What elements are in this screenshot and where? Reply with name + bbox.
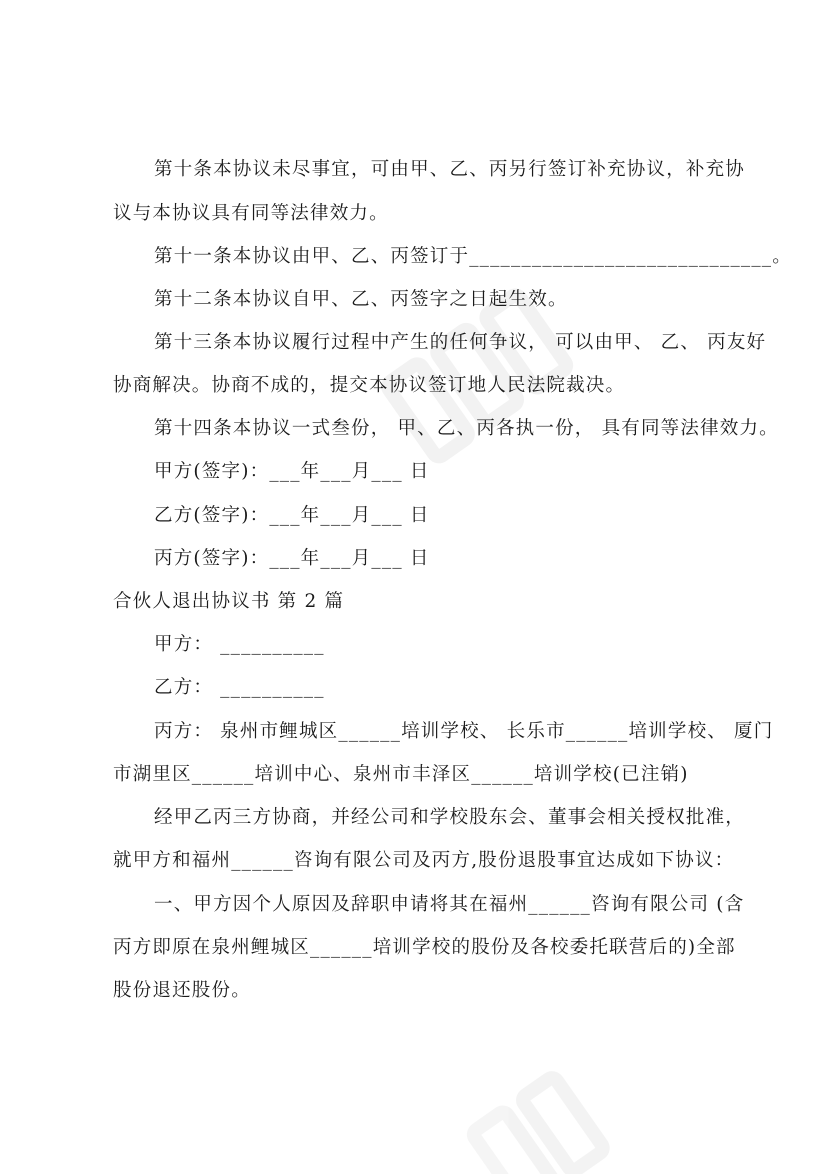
clause-1-line-3: 股份退还股份。 xyxy=(113,980,251,1001)
article-10-line-1: 第十条本协议未尽事宜，可由甲、乙、丙另行签订补充协议，补充协 xyxy=(154,159,746,180)
intro-line-2: 就甲方和福州______咨询有限公司及丙方,股份退股事宜达成如下协议： xyxy=(113,850,735,871)
clause-1-line-2: 丙方即原在泉州鲤城区______培训学校的股份及各校委托联营后的)全部 xyxy=(113,937,736,958)
party-c-line-1: 丙方： 泉州市鲤城区______培训学校、 长乐市______培训学校、 厦门 xyxy=(154,721,774,742)
intro-line-1: 经甲乙丙三方协商，并经公司和学校股东会、董事会相关授权批准， xyxy=(154,807,746,828)
section-title: 合伙人退出协议书 第 2 篇 xyxy=(113,591,345,612)
clause-1-line-1: 一、甲方因个人原因及辞职申请将其在福州______咨询有限公司 (含 xyxy=(154,894,745,915)
article-13-line-1: 第十三条本协议履行过程中产生的任何争议， 可以由甲、 乙、 丙友好 xyxy=(154,332,767,353)
signature-party-c: 丙方(签字)：___年___月___ 日 xyxy=(154,548,430,569)
article-10-line-2: 议与本协议具有同等法律效力。 xyxy=(113,203,389,224)
article-11: 第十一条本协议由甲、乙、丙签订于_____________________________。 xyxy=(154,246,792,267)
article-13-line-2: 协商解决。协商不成的，提交本协议签订地人民法院裁决。 xyxy=(113,375,626,396)
party-a-line: 甲方： __________ xyxy=(154,634,325,655)
article-12: 第十二条本协议自甲、乙、丙签字之日起生效。 xyxy=(154,289,568,310)
party-b-line: 乙方： __________ xyxy=(154,677,325,698)
article-14: 第十四条本协议一式叁份， 甲、乙、丙各执一份， 具有同等法律效力。 xyxy=(154,418,779,439)
party-c-line-2: 市湖里区______培训中心、泉州市丰泽区______培训学校(已注销) xyxy=(113,764,689,785)
signature-party-b: 乙方(签字)：___年___月___ 日 xyxy=(154,505,430,526)
signature-party-a: 甲方(签字)：___年___月___ 日 xyxy=(154,461,430,482)
